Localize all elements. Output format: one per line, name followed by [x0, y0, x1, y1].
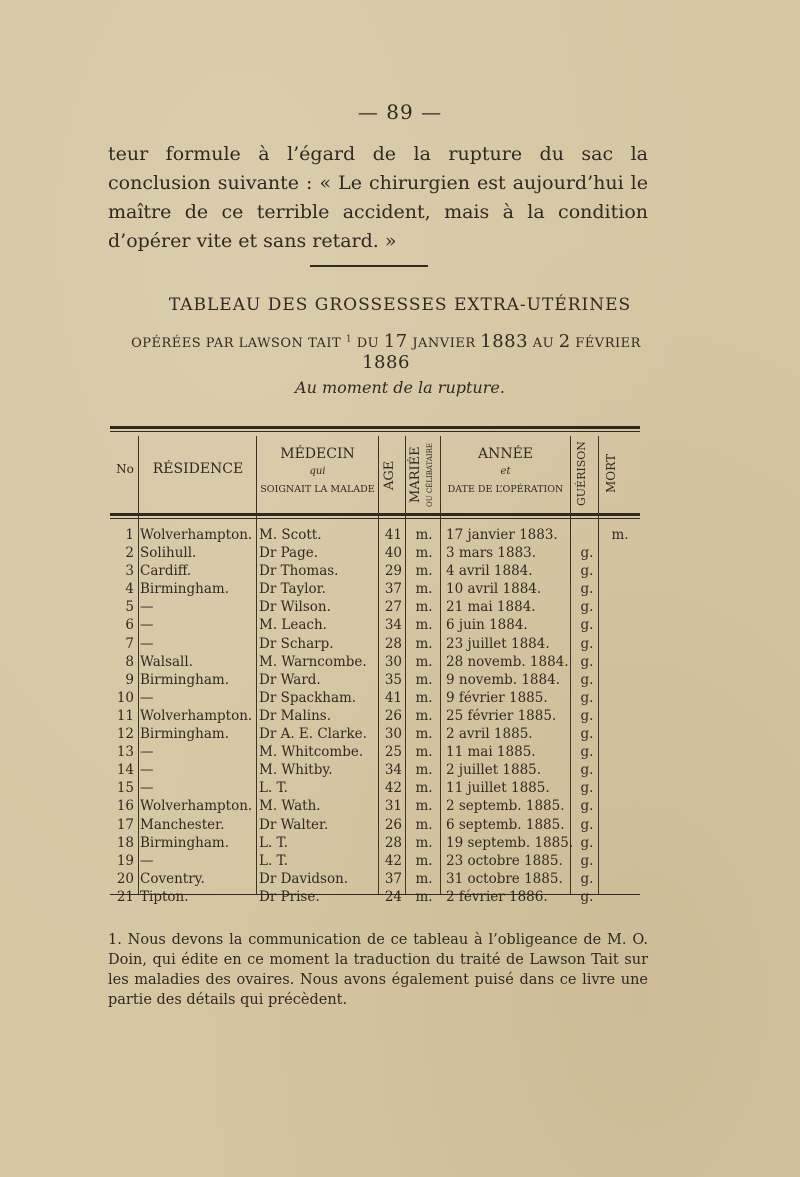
row-residence: Birmingham.	[140, 726, 229, 743]
subtitle-part: FÉVRIER	[575, 336, 641, 351]
row-date: 28 novemb. 1884.	[446, 653, 569, 670]
row-guerison: g.	[580, 563, 594, 580]
row-age: 42	[384, 852, 402, 869]
row-medecin: Dr Scharp.	[259, 635, 334, 652]
row-date: 2 février 1886.	[446, 888, 548, 905]
row-age: 34	[384, 762, 402, 779]
row-medecin: Dr Malins.	[259, 707, 331, 724]
table-row	[110, 779, 640, 797]
table-row	[110, 707, 640, 725]
row-age: 28	[384, 635, 402, 652]
row-number: 20	[116, 870, 134, 887]
table-row	[110, 834, 640, 852]
row-etat: m.	[415, 816, 433, 833]
row-number: 18	[116, 834, 134, 851]
row-date: 2 juillet 1885.	[446, 762, 542, 779]
row-number: 3	[125, 563, 134, 580]
header-mort: MORT	[604, 454, 618, 494]
row-age: 37	[384, 870, 402, 887]
row-etat: m.	[415, 798, 433, 815]
row-residence: Wolverhampton.	[140, 798, 253, 815]
row-age: 31	[384, 798, 402, 815]
row-date: 23 juillet 1884.	[446, 635, 550, 652]
row-etat: m.	[415, 545, 433, 562]
row-etat: m.	[415, 563, 433, 580]
row-date: 25 février 1885.	[446, 707, 557, 724]
row-etat: m.	[415, 726, 433, 743]
row-date: 2 septemb. 1885.	[446, 798, 565, 815]
header-annee: ANNÉE	[477, 446, 534, 462]
row-age: 29	[384, 563, 402, 580]
row-number: 14	[116, 762, 134, 779]
row-date: 6 juin 1884.	[446, 617, 528, 634]
table-row	[110, 616, 640, 634]
row-medecin: Dr Spackham.	[259, 689, 357, 706]
row-residence: —	[140, 635, 154, 652]
table-body	[110, 526, 640, 906]
header-residence: RÉSIDENCE	[152, 461, 244, 477]
row-residence: Birmingham.	[140, 581, 229, 598]
section-divider	[310, 265, 428, 267]
footnote-reference: 1	[345, 334, 353, 345]
row-age: 26	[384, 707, 402, 724]
row-medecin: Dr Prise.	[259, 888, 320, 905]
row-etat: m.	[415, 834, 433, 851]
row-number: 17	[116, 816, 134, 833]
table-row	[110, 526, 640, 544]
header-medecin: MÉDECIN	[280, 446, 355, 462]
row-residence: —	[140, 744, 154, 761]
row-date: 21 mai 1884.	[446, 599, 536, 616]
header-mariee: MARIÉE	[408, 446, 423, 504]
row-etat: m.	[415, 689, 433, 706]
row-date: 9 novemb. 1884.	[446, 671, 560, 688]
subtitle-year: 1883	[480, 331, 529, 352]
row-number: 19	[116, 852, 134, 869]
row-medecin: L. T.	[259, 780, 288, 797]
row-date: 3 mars 1883.	[446, 545, 537, 562]
row-etat: m.	[415, 707, 433, 724]
table-top-rule-thin	[110, 431, 640, 432]
intro-paragraph: teur formule à l’égard de la rupture du sac la conclusion suivante : « Le chirurgien est aujourd’hui le maître de ce terrible accident, mais à la condition d’opérer vite et sans retard. »	[108, 143, 648, 252]
row-date: 4 avril 1884.	[446, 563, 533, 580]
row-number: 10	[116, 689, 134, 706]
row-residence: Walsall.	[140, 653, 193, 670]
row-guerison: g.	[580, 852, 594, 869]
row-number: 1	[125, 527, 134, 543]
row-guerison: g.	[580, 671, 594, 688]
row-etat: m.	[415, 888, 433, 905]
row-date: 11 mai 1885.	[446, 744, 536, 761]
row-residence: Wolverhampton.	[140, 527, 253, 543]
table-row	[110, 870, 640, 888]
row-residence: Birmingham.	[140, 671, 229, 688]
row-date: 2 avril 1885.	[446, 726, 533, 743]
row-medecin: Dr Wilson.	[259, 599, 331, 616]
row-residence: Cardiff.	[140, 563, 192, 580]
row-date: 10 avril 1884.	[446, 581, 542, 598]
row-guerison: g.	[580, 780, 594, 797]
subtitle-day: 2	[558, 331, 571, 352]
table-title: TABLEAU DES GROSSESSES EXTRA-UTÉRINES	[168, 295, 632, 315]
page-number: — 89 —	[357, 100, 443, 124]
row-date: 9 février 1885.	[446, 689, 548, 706]
row-etat: m.	[415, 852, 433, 869]
row-residence: —	[140, 852, 154, 869]
row-residence: Tipton.	[140, 888, 189, 905]
table-row	[110, 743, 640, 761]
table-row	[110, 671, 640, 689]
row-age: 41	[384, 527, 402, 543]
footnote: 1. Nous devons la communication de ce tableau à l’obligeance de M. O. Doin, qui édite en ce moment la traduction du traité de Lawson Tait sur les maladies des ovaires. Nous avons également puisé dans ce livre une partie des détails qui précèdent.	[108, 932, 648, 1008]
row-guerison: g.	[580, 798, 594, 815]
row-residence: —	[140, 689, 154, 706]
row-age: 26	[384, 816, 402, 833]
row-number: 16	[116, 798, 134, 815]
row-guerison: g.	[580, 545, 594, 562]
row-age: 24	[384, 888, 402, 905]
header-medecin-sub: SOIGNAIT LA MALADE	[260, 484, 375, 495]
row-number: 13	[116, 744, 134, 761]
table-row	[110, 816, 640, 834]
row-guerison: g.	[580, 744, 594, 761]
row-medecin: Dr Walter.	[259, 816, 329, 833]
header-medecin-qui: qui	[309, 466, 326, 477]
table-row	[110, 635, 640, 653]
row-residence: Birmingham.	[140, 834, 229, 851]
row-etat: m.	[415, 762, 433, 779]
table-row	[110, 797, 640, 815]
table-row	[110, 544, 640, 562]
row-age: 28	[384, 834, 402, 851]
table-caption: Au moment de la rupture.	[295, 378, 505, 397]
table-row	[110, 562, 640, 580]
table-top-rule	[110, 426, 640, 429]
row-age: 35	[384, 671, 402, 688]
row-number: 2	[125, 545, 134, 562]
row-date: 11 juillet 1885.	[446, 780, 550, 797]
table-bottom-rule	[110, 894, 640, 895]
table-header-rule	[110, 513, 640, 516]
subtitle-part: OPÉRÉES PAR LAWSON TAIT	[131, 336, 342, 351]
row-guerison: g.	[580, 653, 594, 670]
row-etat: m.	[415, 635, 433, 652]
header-age: AGE	[382, 460, 397, 490]
row-date: 6 septemb. 1885.	[446, 816, 565, 833]
table-row	[110, 598, 640, 616]
row-number: 9	[125, 671, 134, 688]
row-guerison: g.	[580, 834, 594, 851]
row-residence: Wolverhampton.	[140, 707, 253, 724]
row-date: 23 octobre 1885.	[446, 852, 563, 869]
row-residence: —	[140, 599, 154, 616]
subtitle-part: DU	[356, 336, 380, 351]
row-residence: —	[140, 762, 154, 779]
subtitle-day: 17	[383, 331, 408, 352]
row-medecin: M. Whitcombe.	[259, 744, 364, 761]
row-date: 17 janvier 1883.	[446, 527, 558, 543]
row-guerison: g.	[580, 689, 594, 706]
row-medecin: L. T.	[259, 834, 288, 851]
row-etat: m.	[415, 780, 433, 797]
row-etat: m.	[415, 527, 433, 543]
row-age: 30	[384, 726, 402, 743]
row-age: 34	[384, 617, 402, 634]
row-residence: Solihull.	[140, 545, 197, 562]
row-etat: m.	[415, 870, 433, 887]
header-mariee-sub: OU CÉLIBATAIRE	[426, 442, 434, 508]
row-medecin: Dr Page.	[259, 545, 319, 562]
row-guerison: g.	[580, 726, 594, 743]
row-medecin: M. Scott.	[259, 527, 322, 543]
row-guerison: g.	[580, 635, 594, 652]
row-age: 25	[384, 744, 402, 761]
table-header-rule-thin	[110, 518, 640, 519]
row-residence: —	[140, 780, 154, 797]
row-age: 37	[384, 581, 402, 598]
row-age: 30	[384, 653, 402, 670]
subtitle-part: JANVIER	[412, 336, 476, 351]
row-medecin: M. Warncombe.	[259, 653, 367, 670]
row-guerison: g.	[580, 617, 594, 634]
row-number: 15	[116, 780, 134, 797]
row-guerison: g.	[580, 762, 594, 779]
row-date: 19 septemb. 1885.	[446, 834, 574, 851]
subtitle-year: 1886	[362, 352, 410, 373]
header-annee-sub: DATE DE L’OPÉRATION	[447, 484, 564, 495]
row-number: 11	[116, 707, 134, 724]
row-guerison: g.	[580, 599, 594, 616]
row-age: 27	[384, 599, 402, 616]
table-row	[110, 761, 640, 779]
row-guerison: g.	[580, 707, 594, 724]
row-age: 41	[384, 689, 402, 706]
row-residence: Coventry.	[140, 870, 205, 887]
subtitle-part: AU	[532, 336, 555, 351]
row-age: 40	[384, 545, 402, 562]
row-guerison: g.	[580, 816, 594, 833]
row-number: 5	[125, 599, 134, 616]
row-etat: m.	[415, 599, 433, 616]
table-row	[110, 689, 640, 707]
row-etat: m.	[415, 744, 433, 761]
header-guerison: GUÉRISON	[575, 441, 588, 507]
row-number: 8	[125, 653, 134, 670]
table-row	[110, 852, 640, 870]
header-annee-et: et	[500, 466, 511, 477]
row-mort: m.	[611, 527, 629, 543]
row-medecin: M. Leach.	[259, 617, 327, 634]
row-number: 6	[125, 617, 134, 634]
row-guerison: g.	[580, 870, 594, 887]
row-etat: m.	[415, 581, 433, 598]
table-row	[110, 725, 640, 743]
table-row	[110, 580, 640, 598]
row-etat: m.	[415, 653, 433, 670]
table-row	[110, 888, 640, 906]
row-number: 12	[116, 726, 134, 743]
row-number: 4	[125, 581, 134, 598]
row-number: 21	[116, 888, 134, 905]
row-medecin: M. Wath.	[259, 798, 321, 815]
row-residence: —	[140, 617, 154, 634]
row-residence: Manchester.	[140, 816, 225, 833]
row-medecin: Dr Ward.	[259, 671, 321, 688]
row-etat: m.	[415, 617, 433, 634]
row-medecin: Dr Thomas.	[259, 563, 339, 580]
row-guerison: g.	[580, 888, 594, 905]
table-subtitle	[106, 331, 666, 373]
row-age: 42	[384, 780, 402, 797]
row-number: 7	[125, 635, 134, 652]
row-guerison: g.	[580, 581, 594, 598]
header-no: No	[116, 462, 134, 476]
row-medecin: L. T.	[259, 852, 288, 869]
row-medecin: Dr Taylor.	[259, 581, 326, 598]
row-date: 31 octobre 1885.	[446, 870, 563, 887]
row-etat: m.	[415, 671, 433, 688]
row-medecin: Dr A. E. Clarke.	[259, 726, 367, 743]
row-medecin: Dr Davidson.	[259, 870, 349, 887]
row-medecin: M. Whitby.	[259, 762, 333, 779]
table-row	[110, 653, 640, 671]
